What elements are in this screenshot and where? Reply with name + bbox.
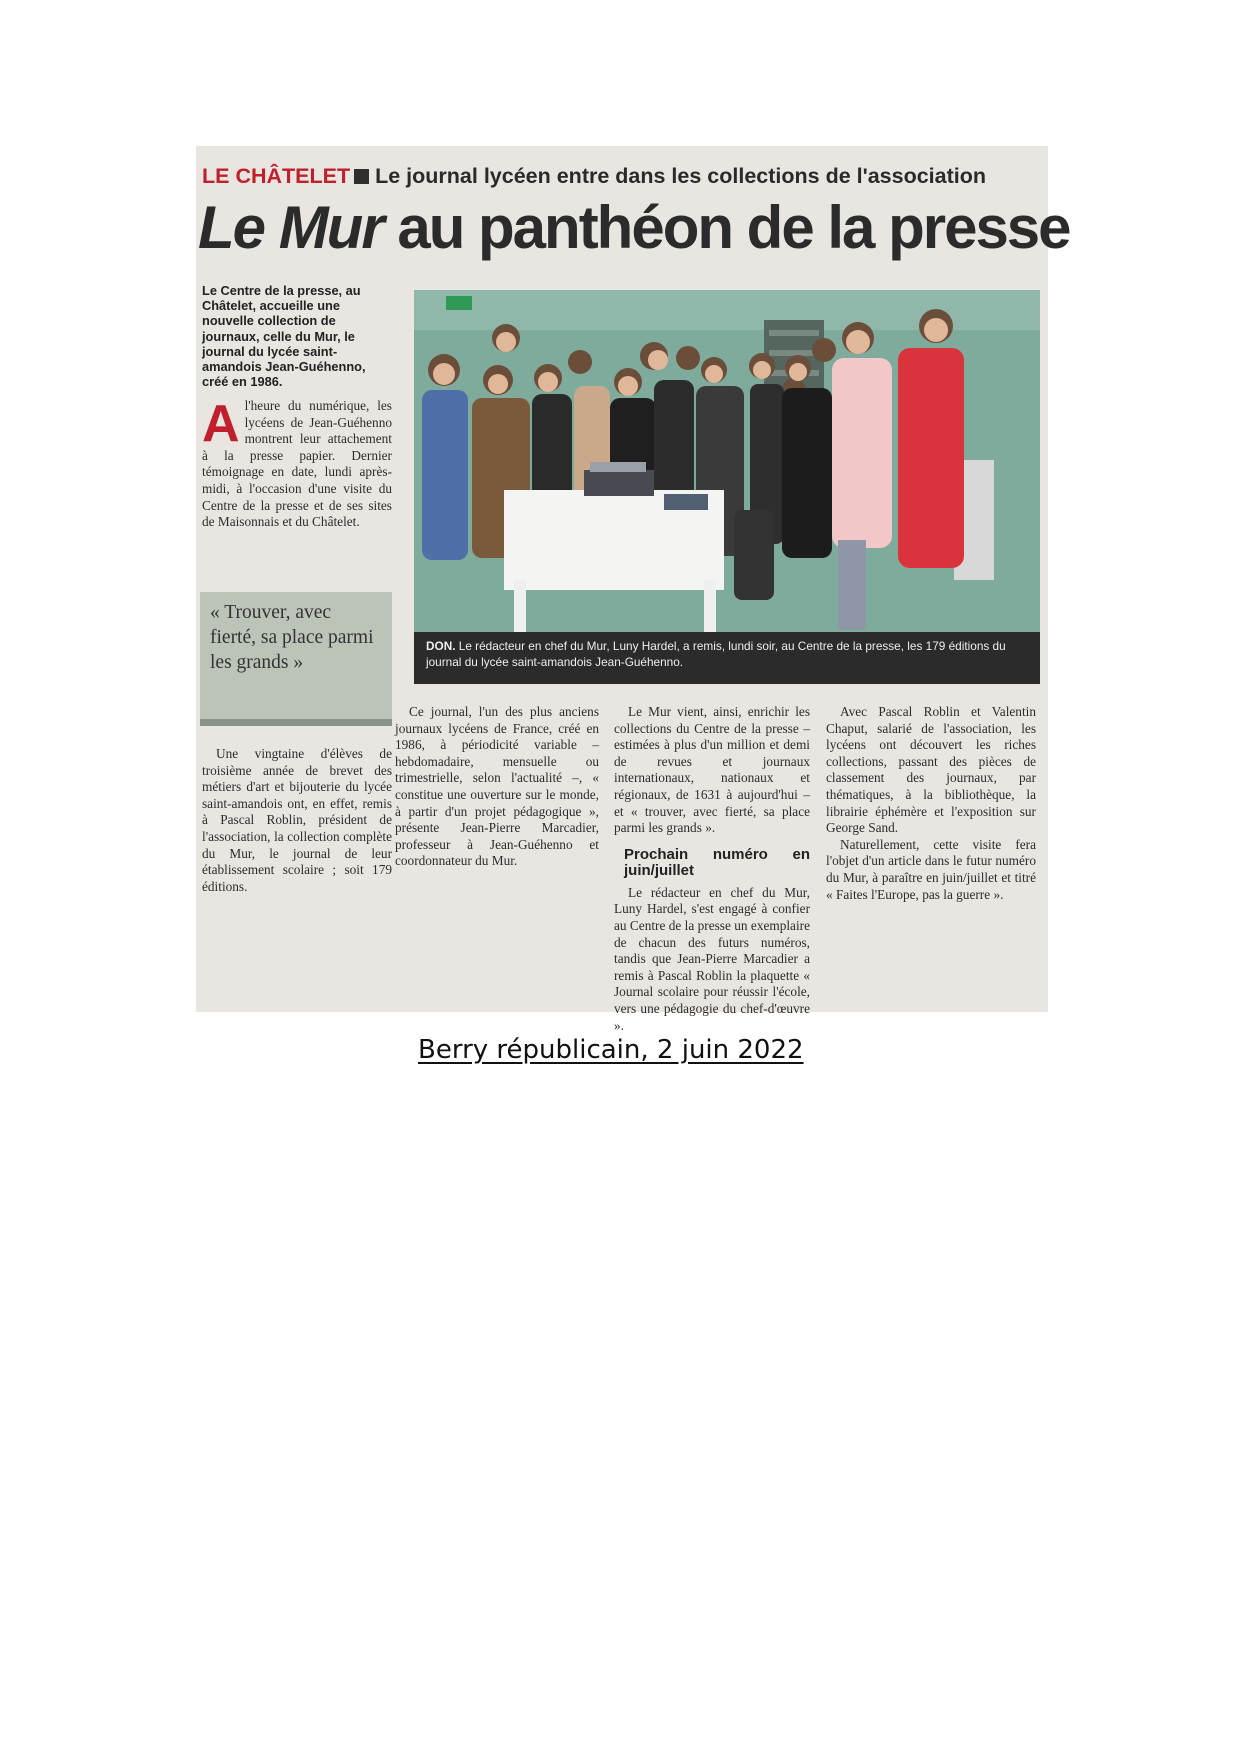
drop-cap: A [202, 395, 240, 453]
paragraph-2: Une vingtaine d'élèves de troisième année de brevet des métiers d'art et bijouterie du lycée saint-amandois ont, en effet, remis à Pascal Roblin, président de l'association, la collection complète du Mur, le journal de leur établissement scolaire ; soit 179 éditions. [202, 746, 392, 894]
headline-italic: Le Mur [198, 194, 383, 261]
article-column-1 [202, 395, 392, 531]
article-column-3 [614, 704, 810, 1034]
article-headline [198, 194, 1070, 261]
paragraph-3: Ce journal, l'un des plus anciens journaux lycéens de France, créé en 1986, à périodicité variable – hebdomadaire, mensuelle ou trimestrielle, selon l'actualité –, « constitue une ouverture sur le monde, à partir d'un projet pédagogique », présente Jean-Pierre Marcadier, professeur à Jean-Guéhenno et coordonnateur du Mur. [395, 704, 599, 869]
source-line: Berry républicain, 2 juin 2022 [418, 1035, 804, 1065]
paragraph-7: Naturellement, cette visite fera l'objet d'un article dans le futur numéro du Mur, à paraître en juin/juillet et titré « Faites l'Europe, pas la guerre ». [826, 836, 1036, 902]
caption-label: DON. [426, 639, 456, 653]
photo-caption [414, 632, 1040, 684]
article-kicker [202, 164, 1042, 189]
article-column-1-lower [202, 746, 392, 895]
paragraph-4: Le Mur vient, ainsi, enrichir les collections du Centre de la presse – estimées à plus d'un million et demi de revues et journaux internationaux, nationaux et régionaux, de 1631 à aujourd'hui – et « trouver, avec fierté, sa place parmi les grands ». [614, 704, 810, 836]
kicker-place: LE CHÂTELET [202, 164, 351, 188]
pull-quote: « Trouver, avec fierté, sa place parmi les grands » [200, 592, 392, 726]
kicker-square-icon [354, 169, 369, 184]
headline-rest: au panthéon de la presse [382, 194, 1070, 261]
kicker-text: Le journal lycéen entre dans les collections de l'association [375, 164, 987, 188]
paragraph-1: l'heure du numérique, les lycéens de Jean-Guéhenno montrent leur attachement à la presse papier. Dernier témoignage en date, lundi après-midi, à l'occasion d'une visite du Centre de la presse et de ses sites de Maisonnais et du Châtelet. [202, 398, 392, 530]
newspaper-clipping [196, 146, 1070, 1033]
article-lead: Le Centre de la presse, au Châtelet, accueille une nouvelle collection de journaux, celle du Mur, le journal du lycée saint-amandois Jean-Guéhenno, créé en 1986. [202, 283, 366, 390]
paragraph-6: Avec Pascal Roblin et Valentin Chaput, salarié de l'association, les lycéens ont découvert les riches collections, passant des pièces de classement des journaux, par thématiques, à la bibliothèque, la librairie éphémère et l'exposition sur George Sand. [826, 704, 1036, 836]
article-column-4 [826, 704, 1036, 903]
group-photo-illustration [414, 290, 1040, 658]
group-photo [414, 290, 1040, 658]
article-subhead: Prochain numéro en juin/juillet [624, 845, 810, 879]
paragraph-5: Le rédacteur en chef du Mur, Luny Hardel, s'est engagé à confier au Centre de la presse un exemplaire de chacun des futurs numéros, tandis que Jean-Pierre Marcadier a remis à Pascal Roblin la plaquette « Journal scolaire pour réussir l'école, vers une pédagogie du chef-d'œuvre ». [614, 884, 810, 1033]
article-column-2 [395, 704, 599, 870]
caption-text: Le rédacteur en chef du Mur, Luny Hardel, a remis, lundi soir, au Centre de la presse, les 179 éditions du journal du lycée saint-amandois Jean-Guéhenno. [426, 639, 1006, 669]
